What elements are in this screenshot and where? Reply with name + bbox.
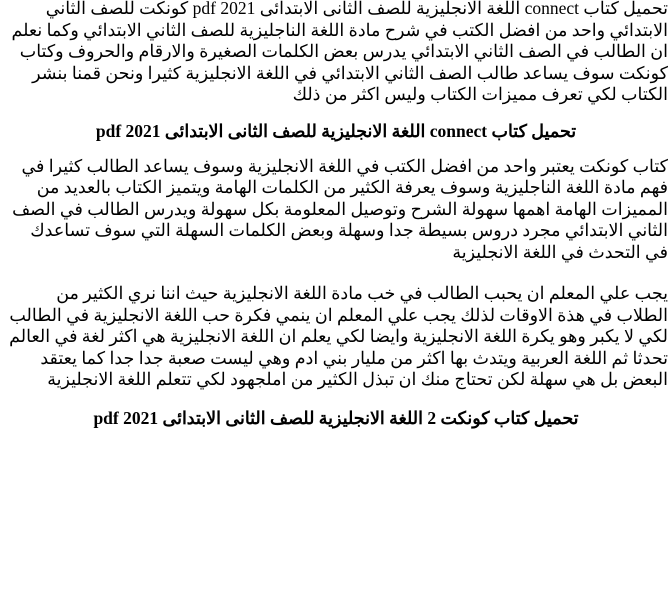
intro-paragraph: تحميل كتاب connect اللغة الانجليزية للصف الثانى الابتدائى 2021 pdf كونكت للصف الثاني الابتدائي واحد من افضل الكتب في شرح مادة اللغة الناجليزية للصف الثاني الابتدائي وكما نعلم ان الطالب في الصف الثاني الابتدائي يدرس بعض الكلمات الصغيرة والارقام والحروف وكتاب كونكت سوف يساعد طالب الصف الثاني الابتدائي في اللغة الانجليزية كثيرا ونحن قمنا بنشر الكتاب لكي تعرف مميزات الكتاب وليس اكثر من ذلك bbox=[11, 0, 668, 104]
section-heading-connect: تحميل كتاب connect اللغة الانجليزية للصف الثانى الابتدائى 2021 pdf bbox=[95, 120, 577, 141]
section-heading-connect-2: تحميل كتاب كونكت 2 اللغة الانجليزية للصف الثانى الابتدائى 2021 pdf bbox=[93, 407, 579, 428]
teacher-paragraph: يجب علي المعلم ان يحبب الطالب في خب مادة اللغة الانجليزية حيث اننا نري الكثير من الطلاب في هذة الاوقات لذلك يجب علي المعلم ان ينمي فكرة حب اللغة الانجليزية في الطالب لكي لا يكبر وهو يكرة اللغة الانجليزية وايضا لكي يعلم ان اللغة الانجليزية هي اكثر لغة في العالم تحدثا ثم اللغة العربية ويتدث بها اكثر من مليار بني ادم وهي ليست صعبة جدا جدا كما يعتقد البعض بل هي سهلة لكن تحتاج منك ان تبذل الكثير من املجهود لكي تتعلم اللغة الانجليزية bbox=[9, 283, 668, 389]
description-paragraph: كتاب كونكت يعتبر واحد من افضل الكتب في اللغة الانجليزية وسوف يساعد الطالب كثيرا في فهم مادة اللغة الناجليزية وسوف يعرفة الكثير من الكلمات الهامة ويتميز الكتاب بالعديد من المميزات الهامة اهمها سهولة الشرح وتوصيل المعلومة بكل سهولة ويدرس الطالب في الصف الثاني الابتدائي مجرد دروس بسيطة جدا وسهلة وبعض الكلمات السهلة التي سوف تساعدك في التحدث في اللغة الانجليزية bbox=[12, 155, 668, 262]
